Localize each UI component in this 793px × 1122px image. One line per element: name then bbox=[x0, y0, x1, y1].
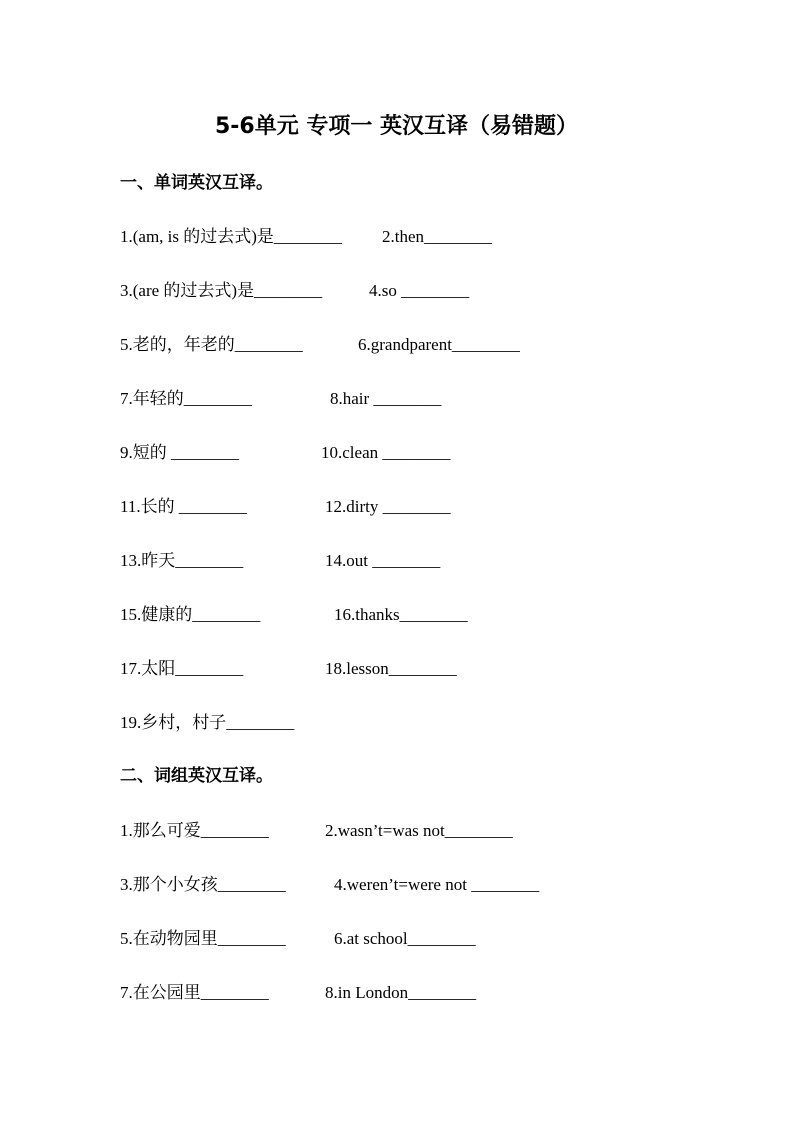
question-item: 6.grandparent________ bbox=[358, 335, 520, 354]
question-row bbox=[120, 981, 680, 1005]
question-item: 16.thanks________ bbox=[334, 605, 468, 624]
question-item: 7.在公园里________ bbox=[120, 983, 269, 1002]
section-heading-word-translation: 一、单词英汉互译。 bbox=[120, 173, 273, 193]
question-item: 9.短的 ________ bbox=[120, 443, 239, 462]
section-heading-phrase-translation: 二、词组英汉互译。 bbox=[120, 766, 273, 786]
question-item: 11.长的 ________ bbox=[120, 497, 247, 516]
question-item: 5.在动物园里________ bbox=[120, 929, 286, 948]
question-item: 18.lesson________ bbox=[325, 659, 457, 678]
question-row bbox=[120, 927, 680, 951]
question-item: 17.太阳________ bbox=[120, 659, 244, 678]
question-row bbox=[120, 711, 680, 735]
question-row bbox=[120, 819, 680, 843]
question-item: 1.那么可爱________ bbox=[120, 821, 269, 840]
question-item: 8.in London________ bbox=[325, 983, 477, 1002]
question-item: 15.健康的________ bbox=[120, 605, 261, 624]
question-item: 1.(am, is 的过去式)是________ bbox=[120, 227, 342, 246]
question-row bbox=[120, 657, 680, 681]
question-row bbox=[120, 549, 680, 573]
question-row bbox=[120, 441, 680, 465]
question-row bbox=[120, 279, 680, 303]
question-row bbox=[120, 495, 680, 519]
question-row bbox=[120, 333, 680, 357]
question-item: 7.年轻的________ bbox=[120, 389, 252, 408]
question-item: 6.at school________ bbox=[334, 929, 476, 948]
question-row bbox=[120, 387, 680, 411]
question-item: 4.so ________ bbox=[369, 281, 470, 300]
question-row bbox=[120, 225, 680, 249]
page-title: 5-6单元 专项一 英汉互译（易错题） bbox=[214, 114, 579, 139]
question-item: 19.乡村，村子________ bbox=[120, 713, 295, 732]
question-row bbox=[120, 873, 680, 897]
question-item: 5.老的，年老的________ bbox=[120, 335, 303, 354]
question-item: 3.那个小女孩________ bbox=[120, 875, 286, 894]
question-item: 8.hair ________ bbox=[330, 389, 442, 408]
question-item: 2.wasn’t=was not________ bbox=[325, 821, 513, 840]
question-row bbox=[120, 603, 680, 627]
question-item: 3.(are 的过去式)是________ bbox=[120, 281, 323, 300]
question-item: 13.昨天________ bbox=[120, 551, 244, 570]
question-item: 2.then________ bbox=[382, 227, 493, 246]
question-item: 12.dirty ________ bbox=[325, 497, 451, 516]
question-item: 10.clean ________ bbox=[321, 443, 451, 462]
question-item: 4.weren’t=were not ________ bbox=[334, 875, 540, 894]
question-item: 14.out ________ bbox=[325, 551, 441, 570]
